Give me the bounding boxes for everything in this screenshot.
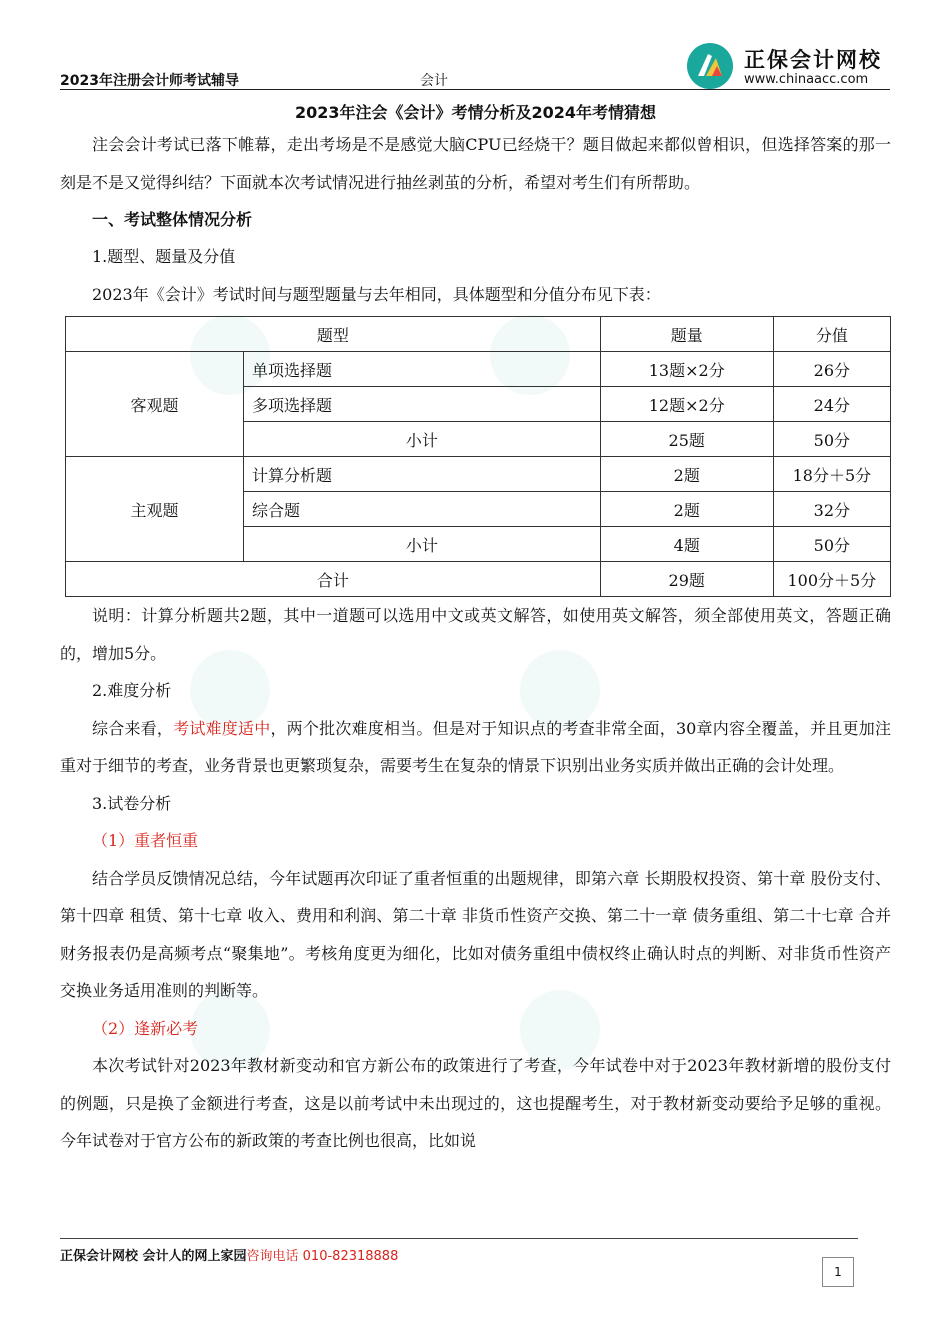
score-distribution-table — [65, 316, 891, 597]
subheading-new-content: （2）逢新必考 — [92, 1018, 199, 1038]
table-header-score: 分值 — [773, 317, 890, 352]
table-row — [66, 457, 891, 492]
table-header-type: 题型 — [66, 317, 601, 352]
table-row — [66, 352, 891, 387]
row-score: 18分＋5分 — [773, 457, 890, 492]
total-score: 100分＋5分 — [773, 562, 890, 597]
new-content-paragraph: 本次考试针对2023年教材新变动和官方新公布的政策进行了考查，今年试卷中对于2023年教材新增的股份支付的例题，只是换了金额进行考查，这是以前考试中未出现过的，这也提醒考生，对于教材新变动要给予足够的重视。今年试卷对于官方公布的新政策的考查比例也很高，比如说 — [60, 1056, 891, 1150]
table-note: 说明：计算分析题共2题，其中一道题可以选用中文或英文解答，如使用英文解答，须全部使用英文，答题正确的，增加5分。 — [60, 606, 891, 663]
header-exam-title: 2023年注册会计师考试辅导 — [60, 73, 239, 89]
group-objective: 客观题 — [66, 352, 244, 457]
row-name: 计算分析题 — [244, 457, 601, 492]
table-total-row — [66, 562, 891, 597]
header-rule — [60, 89, 890, 90]
difficulty-rest: ，两个批次难度相当。但是对于知识点的考查非常全面，30章内容全覆盖，并且更加注重对于细节的考查，业务背景也更繁琐复杂，需要考生在复杂的情景下识别出业务实质并做出正确的会计处理。 — [60, 718, 891, 775]
subheading-key-topics: （1）重者恒重 — [92, 831, 199, 850]
row-qty: 4题 — [600, 527, 773, 562]
footer-rule — [60, 1238, 858, 1239]
question-types-intro: 2023年《会计》考试时间与题型题量与去年相同，具体题型和分值分布见下表： — [92, 284, 661, 304]
row-name: 综合题 — [244, 492, 601, 527]
row-score: 24分 — [773, 387, 890, 422]
chinaacc-logo-icon — [686, 42, 734, 90]
row-score: 50分 — [773, 527, 890, 562]
row-score: 32分 — [773, 492, 890, 527]
page-number: 1 — [822, 1257, 854, 1287]
section-heading-1: 一、考试整体情况分析 — [92, 210, 253, 229]
difficulty-lead: 综合来看， — [92, 718, 174, 738]
total-name: 合计 — [66, 562, 601, 597]
difficulty-highlight: 考试难度适中 — [173, 718, 271, 738]
footer — [60, 1245, 398, 1264]
intro-paragraph: 注会会计考试已落下帷幕，走出考场是不是感觉大脑CPU已经烧干？题目做起来都似曾相识，但选择答案的那一刻是不是又觉得纠结？下面就本次考试情况进行抽丝剥茧的分析，希望对考生们有所帮助。 — [60, 135, 891, 192]
table-header-quantity: 题量 — [600, 317, 773, 352]
logo-brand-name: 正保会计网校 — [744, 48, 882, 72]
row-qty: 12题×2分 — [600, 387, 773, 422]
footer-slogan: 正保会计网校 会计人的网上家园 — [60, 1249, 247, 1264]
row-name: 单项选择题 — [244, 352, 601, 387]
subheading-difficulty: 2.难度分析 — [92, 681, 172, 700]
subheading-question-types: 1.题型、题量及分值 — [92, 247, 236, 266]
document-body — [60, 100, 891, 1160]
table-header-row — [66, 317, 891, 352]
difficulty-paragraph — [60, 710, 891, 785]
page-title: 2023年注会《会计》考情分析及2024年考情猜想 — [294, 103, 657, 122]
row-score: 26分 — [773, 352, 890, 387]
row-qty: 25题 — [600, 422, 773, 457]
subheading-paper-analysis: 3.试卷分析 — [92, 793, 172, 813]
group-subjective: 主观题 — [66, 457, 244, 562]
row-name: 多项选择题 — [244, 387, 601, 422]
key-topics-paragraph: 结合学员反馈情况总结，今年试题再次印证了重者恒重的出题规律，即第六章 长期股权投资、第十章 股份支付、第十四章 租赁、第十七章 收入、费用和利润、第二十章 非货币性资产交换、第二十一章 债务重组、第二十七章 合并财务报表仍是高频考点“聚集地”。考核角度更为细化，比如对债务重组中债权终止确认时点的判断、对非货币性资产交换业务适用准则的判断等。 — [60, 868, 891, 1000]
row-qty: 2题 — [600, 457, 773, 492]
header-subject: 会计 — [420, 73, 448, 89]
row-name: 小计 — [244, 527, 601, 562]
row-qty: 13题×2分 — [600, 352, 773, 387]
row-name: 小计 — [244, 422, 601, 457]
row-score: 50分 — [773, 422, 890, 457]
logo-url: www.chinaacc.com — [744, 72, 869, 87]
row-qty: 2题 — [600, 492, 773, 527]
footer-phone: 咨询电话 010-82318888 — [246, 1249, 399, 1264]
total-qty: 29题 — [600, 562, 773, 597]
